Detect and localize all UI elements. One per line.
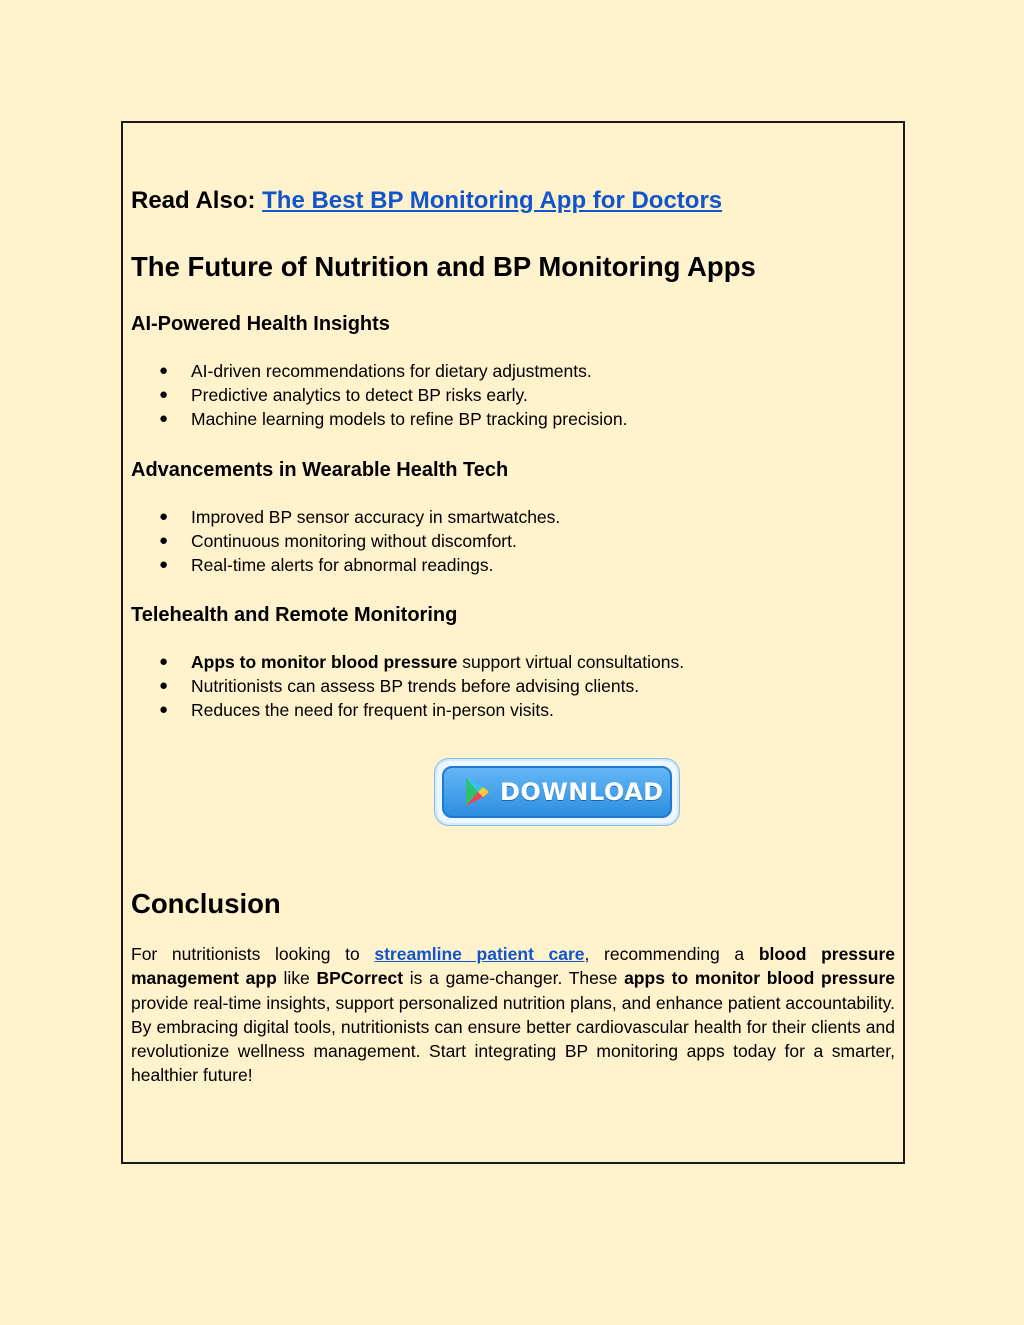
list-item: ● Machine learning models to refine BP tracking precision. — [159, 409, 628, 429]
list-item: ● Reduces the need for frequent in-person visits. — [159, 700, 554, 720]
conclusion-paragraph: For nutritionists looking to streamline patient care, recommending a blood pressure management app like BPCorrect is a game-changer. These apps to monitor blood pressure provide real-time insights, support personalized nutrition plans, and enhance patient accountability. By embracing digital tools, nutritionists can ensure better cardiovascular health for their clients and revolutionize wellness management. Start integrating BP monitoring apps today for a smarter, healthier future! — [131, 944, 895, 1086]
list-item: ● Apps to monitor blood pressure support virtual consultations. — [159, 652, 685, 672]
read-also-line — [131, 187, 722, 215]
play-store-icon — [464, 777, 490, 807]
bullet-icon: ● — [159, 508, 169, 525]
list-item: ● Improved BP sensor accuracy in smartwatches. — [159, 507, 561, 527]
bullet-icon: ● — [159, 701, 169, 718]
streamline-patient-care-link[interactable]: streamline patient care — [374, 944, 585, 964]
main-heading: The Future of Nutrition and BP Monitoring Apps — [131, 251, 756, 282]
bullet-list-ai — [131, 359, 627, 431]
page-frame — [121, 121, 905, 1164]
section-heading-ai: AI-Powered Health Insights — [131, 313, 390, 335]
bullet-list-telehealth — [131, 650, 684, 722]
read-also-link[interactable]: The Best BP Monitoring App for Doctors — [262, 187, 723, 214]
download-button-face — [442, 766, 672, 818]
list-item: ● Real-time alerts for abnormal readings. — [159, 555, 494, 575]
read-also-label: Read Also: — [131, 187, 263, 214]
bullet-list-wearable — [131, 505, 560, 577]
list-item: ● Continuous monitoring without discomfort. — [159, 531, 517, 551]
bullet-icon: ● — [159, 653, 169, 670]
download-label: DOWNLOAD — [500, 778, 664, 806]
section-heading-telehealth: Telehealth and Remote Monitoring — [131, 604, 458, 626]
bullet-icon: ● — [159, 677, 169, 694]
bullet-icon: ● — [159, 532, 169, 549]
bullet-icon: ● — [159, 362, 169, 379]
list-item: ● Nutritionists can assess BP trends before advising clients. — [159, 676, 640, 696]
conclusion-heading: Conclusion — [131, 888, 281, 919]
bullet-icon: ● — [159, 410, 169, 427]
bullet-icon: ● — [159, 556, 169, 573]
download-button[interactable] — [435, 759, 679, 825]
section-heading-wearable: Advancements in Wearable Health Tech — [131, 459, 509, 481]
list-item: ● Predictive analytics to detect BP risks early. — [159, 385, 528, 405]
list-item: ● AI-driven recommendations for dietary adjustments. — [159, 361, 592, 381]
bullet-icon: ● — [159, 386, 169, 403]
